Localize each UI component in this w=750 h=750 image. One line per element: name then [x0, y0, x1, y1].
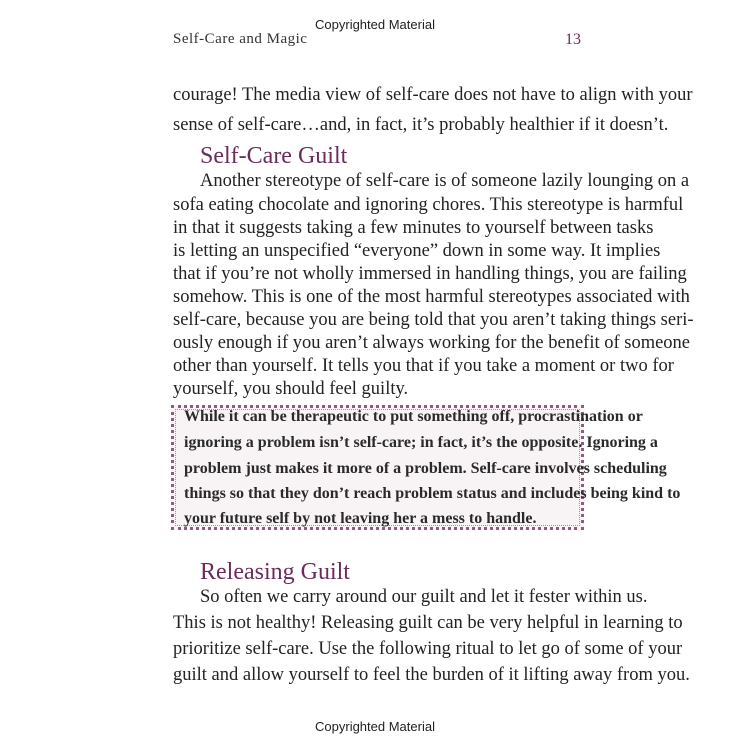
running-head: Self-Care and Magic	[173, 31, 308, 47]
copyright-watermark-bottom: Copyrighted Material	[315, 719, 435, 734]
body-line: self-care, because you are being told that you aren’t taking things seri-	[173, 310, 694, 330]
body-line: somehow. This is one of the most harmful stereotypes associated with	[173, 287, 690, 307]
callout-line: your future self by not leaving her a mess to handle.	[184, 510, 537, 527]
body-line: sofa eating chocolate and ignoring chores. This stereotype is harmful	[173, 195, 684, 215]
body-line: Another stereotype of self-care is of someone lazily lounging on a	[200, 171, 690, 191]
body-line: This is not healthy! Releasing guilt can be very helpful in learning to	[173, 613, 683, 633]
body-line: is letting an unspecified “everyone” down in some way. It implies	[173, 241, 661, 261]
body-line: sense of self-care…and, in fact, it’s probably healthier if it doesn’t.	[173, 115, 669, 135]
callout-line: things so that they don’t reach problem status and includes being kind to	[184, 485, 681, 502]
section-heading: Releasing Guilt	[200, 559, 350, 585]
body-line: courage! The media view of self-care does not have to align with your	[173, 85, 693, 105]
body-line: in that it suggests taking a few minutes to yourself between tasks	[173, 218, 654, 238]
copyright-watermark-top: Copyrighted Material	[315, 17, 435, 32]
callout-line: While it can be therapeutic to put something off, procrastination or	[184, 408, 643, 425]
page-number: 13	[565, 31, 581, 48]
callout-line: ignoring a problem isn’t self-care; in fact, it’s the opposite. Ignoring a	[184, 434, 658, 451]
body-line: other than yourself. It tells you that if you take a moment or two for	[173, 356, 674, 376]
callout-line: problem just makes it more of a problem. Self-care involves scheduling	[184, 460, 667, 477]
body-line: yourself, you should feel guilty.	[173, 379, 409, 399]
section-heading: Self-Care Guilt	[200, 143, 348, 169]
body-line: guilt and allow yourself to feel the burden of it lifting away from you.	[173, 665, 690, 685]
body-line: ously enough if you aren’t always working for the benefit of someone	[173, 333, 691, 353]
body-line: prioritize self-care. Use the following ritual to let go of some of your	[173, 639, 683, 659]
body-line: that if you’re not wholly immersed in handling things, you are failing	[173, 264, 687, 284]
body-line: So often we carry around our guilt and let it fester within us.	[200, 587, 648, 607]
